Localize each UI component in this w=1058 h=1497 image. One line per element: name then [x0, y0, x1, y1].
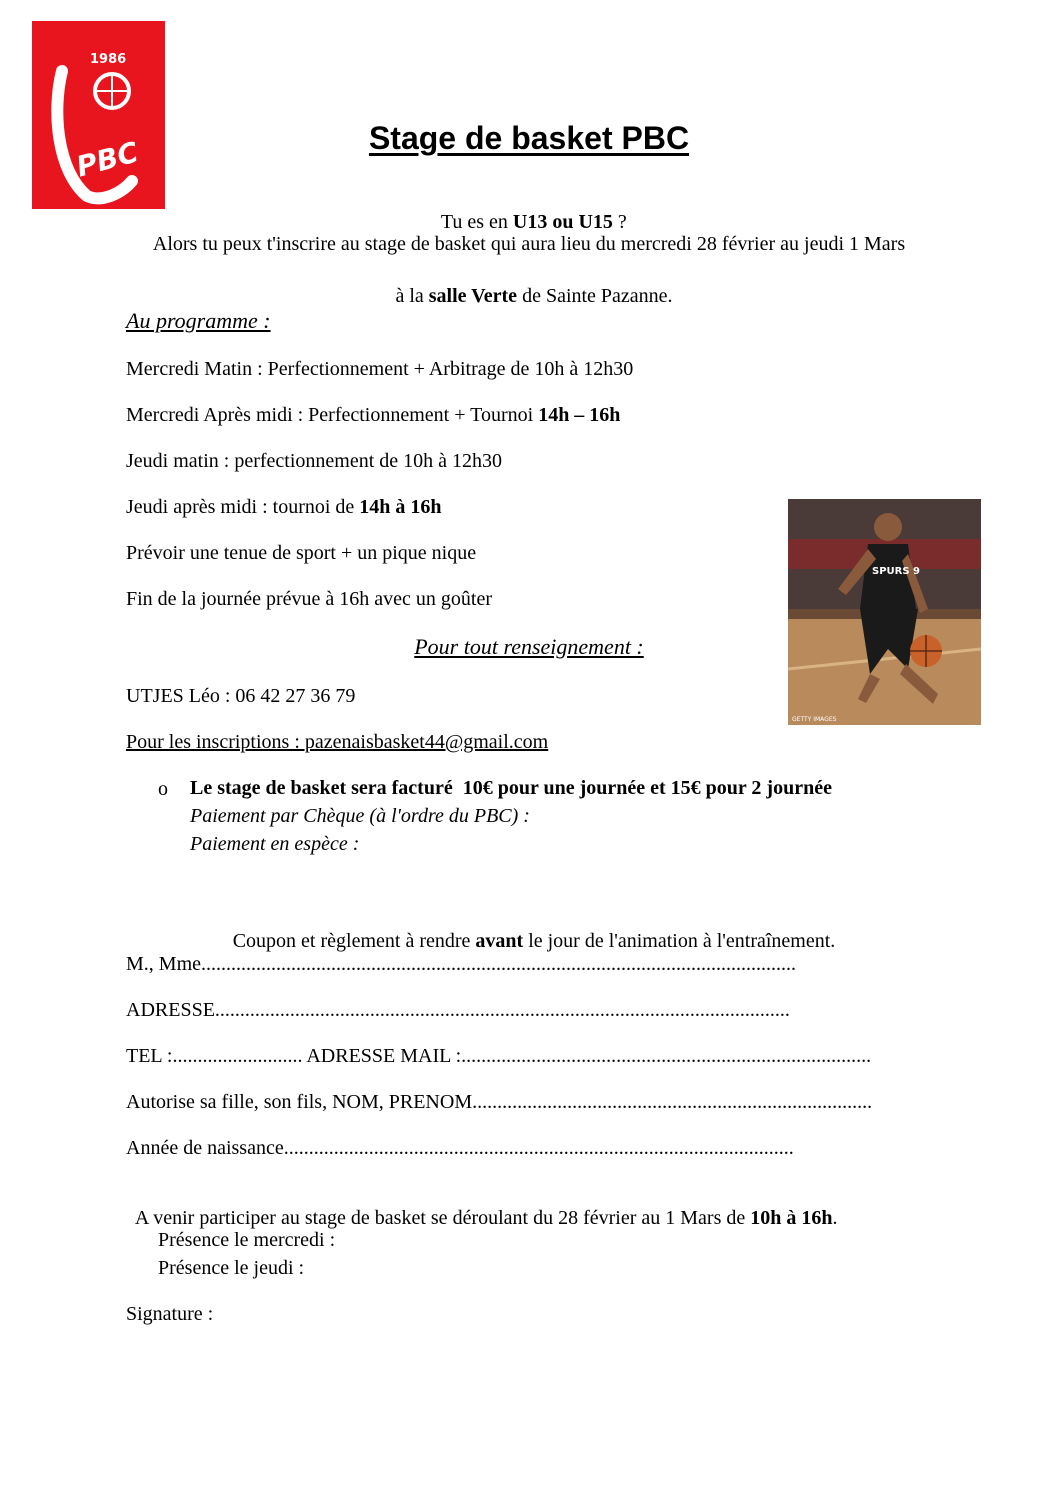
payment-cash: Paiement en espèce : [190, 833, 360, 855]
programme-item: Prévoir une tenue de sport + un pique nique [126, 542, 477, 564]
logo-graphic [32, 21, 165, 209]
signature-field[interactable]: Signature : [126, 1303, 214, 1325]
intro-line-1: Alors tu peux t'inscrire au stage de basket qui aura lieu du mercredi 28 février au jeudi 1 Mars [152, 233, 906, 255]
form-birth-year-field[interactable]: Année de naissance...................................................................................................... [126, 1137, 794, 1159]
coupon-line: Coupon et règlement à rendre avant le jour de l'animation à l'entraînement. [232, 930, 836, 952]
payment-cheque: Paiement par Chèque (à l'ordre du PBC) : [190, 805, 530, 827]
page-title: Stage de basket PBC [368, 120, 690, 156]
programme-item: Jeudi après midi : tournoi de 14h à 16h [126, 496, 442, 518]
programme-item: Mercredi Après midi : Perfectionnement + Tournoi 14h – 16h [126, 404, 621, 426]
logo-year: 1986 [90, 52, 127, 67]
contact-line: UTJES Léo : 06 42 27 36 79 [126, 685, 356, 707]
photo-credit: GETTY IMAGES [792, 716, 837, 723]
form-name-field[interactable]: M., Mme....................................................................................................................... [126, 953, 796, 975]
programme-item: Mercredi Matin : Perfectionnement + Arbitrage de 10h à 12h30 [126, 358, 634, 380]
programme-item: Jeudi matin : perfectionnement de 10h à 12h30 [126, 450, 503, 472]
programme-item: Fin de la journée prévue à 16h avec un goûter [126, 588, 492, 610]
pbc-logo [32, 21, 165, 209]
inscriptions-email-link[interactable]: Pour les inscriptions : pazenaisbasket44@gmail.com [126, 731, 549, 753]
presence-thursday[interactable]: Présence le jeudi : [158, 1257, 305, 1279]
presence-wednesday[interactable]: Présence le mercredi : [158, 1229, 336, 1251]
intro-question: Tu es en U13 ou U15 ? [440, 211, 627, 233]
form-child-name-field[interactable]: Autorise sa fille, son fils, NOM, PRENOM................................................................................ [126, 1091, 873, 1113]
price-line: Le stage de basket sera facturé 10€ pour une journée et 15€ pour 2 journée [190, 777, 832, 799]
basketball-player-photo [788, 499, 981, 725]
form-address-field[interactable]: ADRESSE................................................................................................................... [126, 999, 790, 1021]
jersey-text: SPURS 9 [872, 566, 920, 577]
participation-line: A venir participer au stage de basket se déroulant du 28 février au 1 Mars de 10h à 16h. [134, 1207, 838, 1229]
logo-text: PBC [72, 135, 142, 184]
form-tel-email-field[interactable]: TEL :.......................... ADRESSE MAIL :.................................................................................. [126, 1045, 872, 1067]
intro-line-2: à la salle Verte de Sainte Pazanne. [395, 285, 673, 307]
programme-heading: Au programme : [126, 308, 271, 333]
bullet-marker: o [158, 778, 168, 800]
info-heading: Pour tout renseignement : [414, 634, 644, 659]
